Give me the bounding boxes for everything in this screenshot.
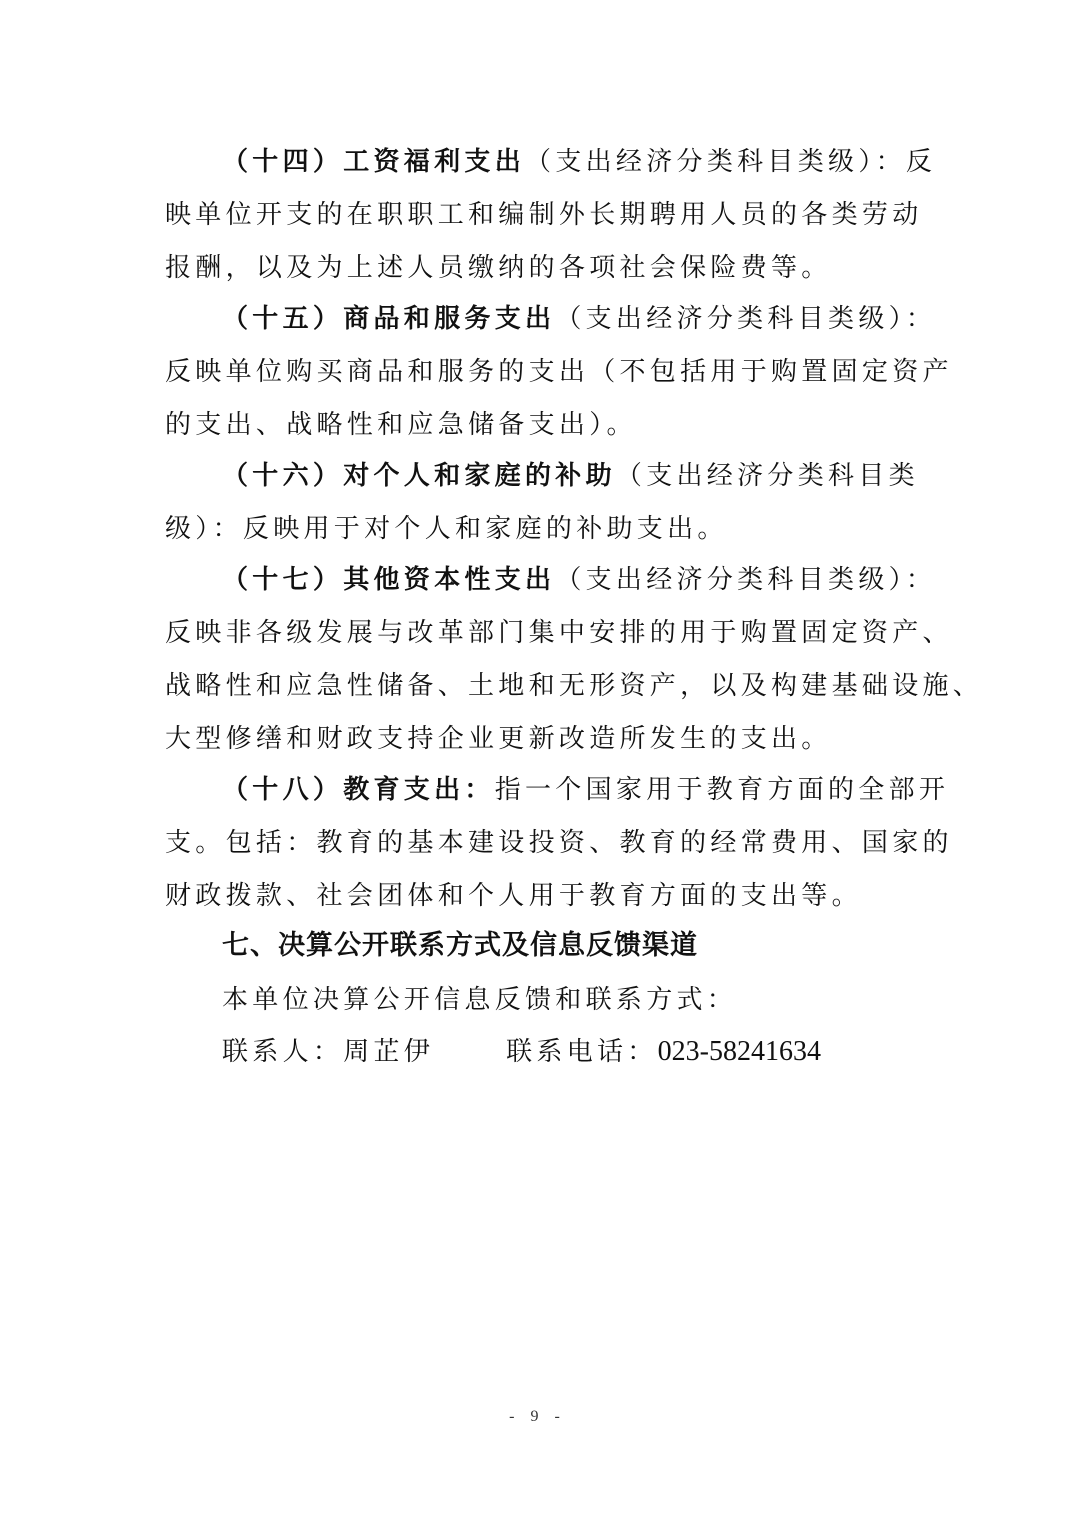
item-17-term: （十七）其他资本性支出 bbox=[222, 565, 556, 595]
item-15-text: （支出经济分类科目类级）： bbox=[555, 304, 937, 334]
item-17-line-3: 战略性和应急性储备、土地和无形资产，以及构建基础设施、 bbox=[165, 671, 984, 701]
item-16-term: （十六）对个人和家庭的补助 bbox=[222, 461, 616, 491]
item-18-text: 指一个国家用于教育方面的全部开 bbox=[494, 775, 950, 805]
section-7-heading: 七、决算公开联系方式及信息反馈渠道 bbox=[222, 930, 698, 961]
item-15-line-3: 的支出、战略性和应急储备支出）。 bbox=[165, 410, 637, 440]
phone-number: 023-58241634 bbox=[657, 1036, 821, 1067]
item-17-line-1 bbox=[222, 564, 936, 596]
item-17-line-2: 反映非各级发展与改革部门集中安排的用于购置固定资产、 bbox=[165, 618, 953, 648]
page-number: - 9 - bbox=[509, 1408, 566, 1425]
item-14-term: （十四）工资福利支出 bbox=[222, 147, 526, 177]
item-17-text: （支出经济分类科目类级）： bbox=[555, 565, 937, 595]
item-18-line-1 bbox=[222, 774, 949, 806]
phone-label: 联系电话： bbox=[506, 1037, 658, 1067]
item-15-line-2: 反映单位购买商品和服务的支出（不包括用于购置固定资产 bbox=[165, 357, 953, 387]
contact-line bbox=[222, 1036, 821, 1068]
item-16-text: （支出经济分类科目类 bbox=[615, 461, 919, 491]
contact-label: 联系人： bbox=[222, 1037, 344, 1067]
item-14-line-3: 报酬，以及为上述人员缴纳的各项社会保险费等。 bbox=[165, 253, 832, 283]
item-15-term: （十五）商品和服务支出 bbox=[222, 304, 556, 334]
item-18-term: （十八）教育支出： bbox=[222, 775, 495, 805]
item-17-line-4: 大型修缮和财政支持企业更新改造所发生的支出。 bbox=[165, 724, 832, 754]
item-18-line-2: 支。包括：教育的基本建设投资、教育的经常费用、国家的 bbox=[165, 828, 953, 858]
item-14-line-1 bbox=[222, 146, 936, 178]
contact-name: 周芷伊 bbox=[343, 1037, 435, 1067]
section-7-intro: 本单位决算公开信息反馈和联系方式： bbox=[222, 985, 738, 1015]
item-18-line-3: 财政拨款、社会团体和个人用于教育方面的支出等。 bbox=[165, 881, 862, 911]
item-16-line-1 bbox=[222, 460, 919, 492]
item-15-line-1 bbox=[222, 303, 936, 335]
item-16-line-2: 级）：反映用于对个人和家庭的补助支出。 bbox=[165, 514, 728, 544]
item-14-text: （支出经济分类科目类级）：反 bbox=[525, 147, 937, 177]
item-14-line-2: 映单位开支的在职职工和编制外长期聘用人员的各类劳动 bbox=[165, 200, 923, 230]
